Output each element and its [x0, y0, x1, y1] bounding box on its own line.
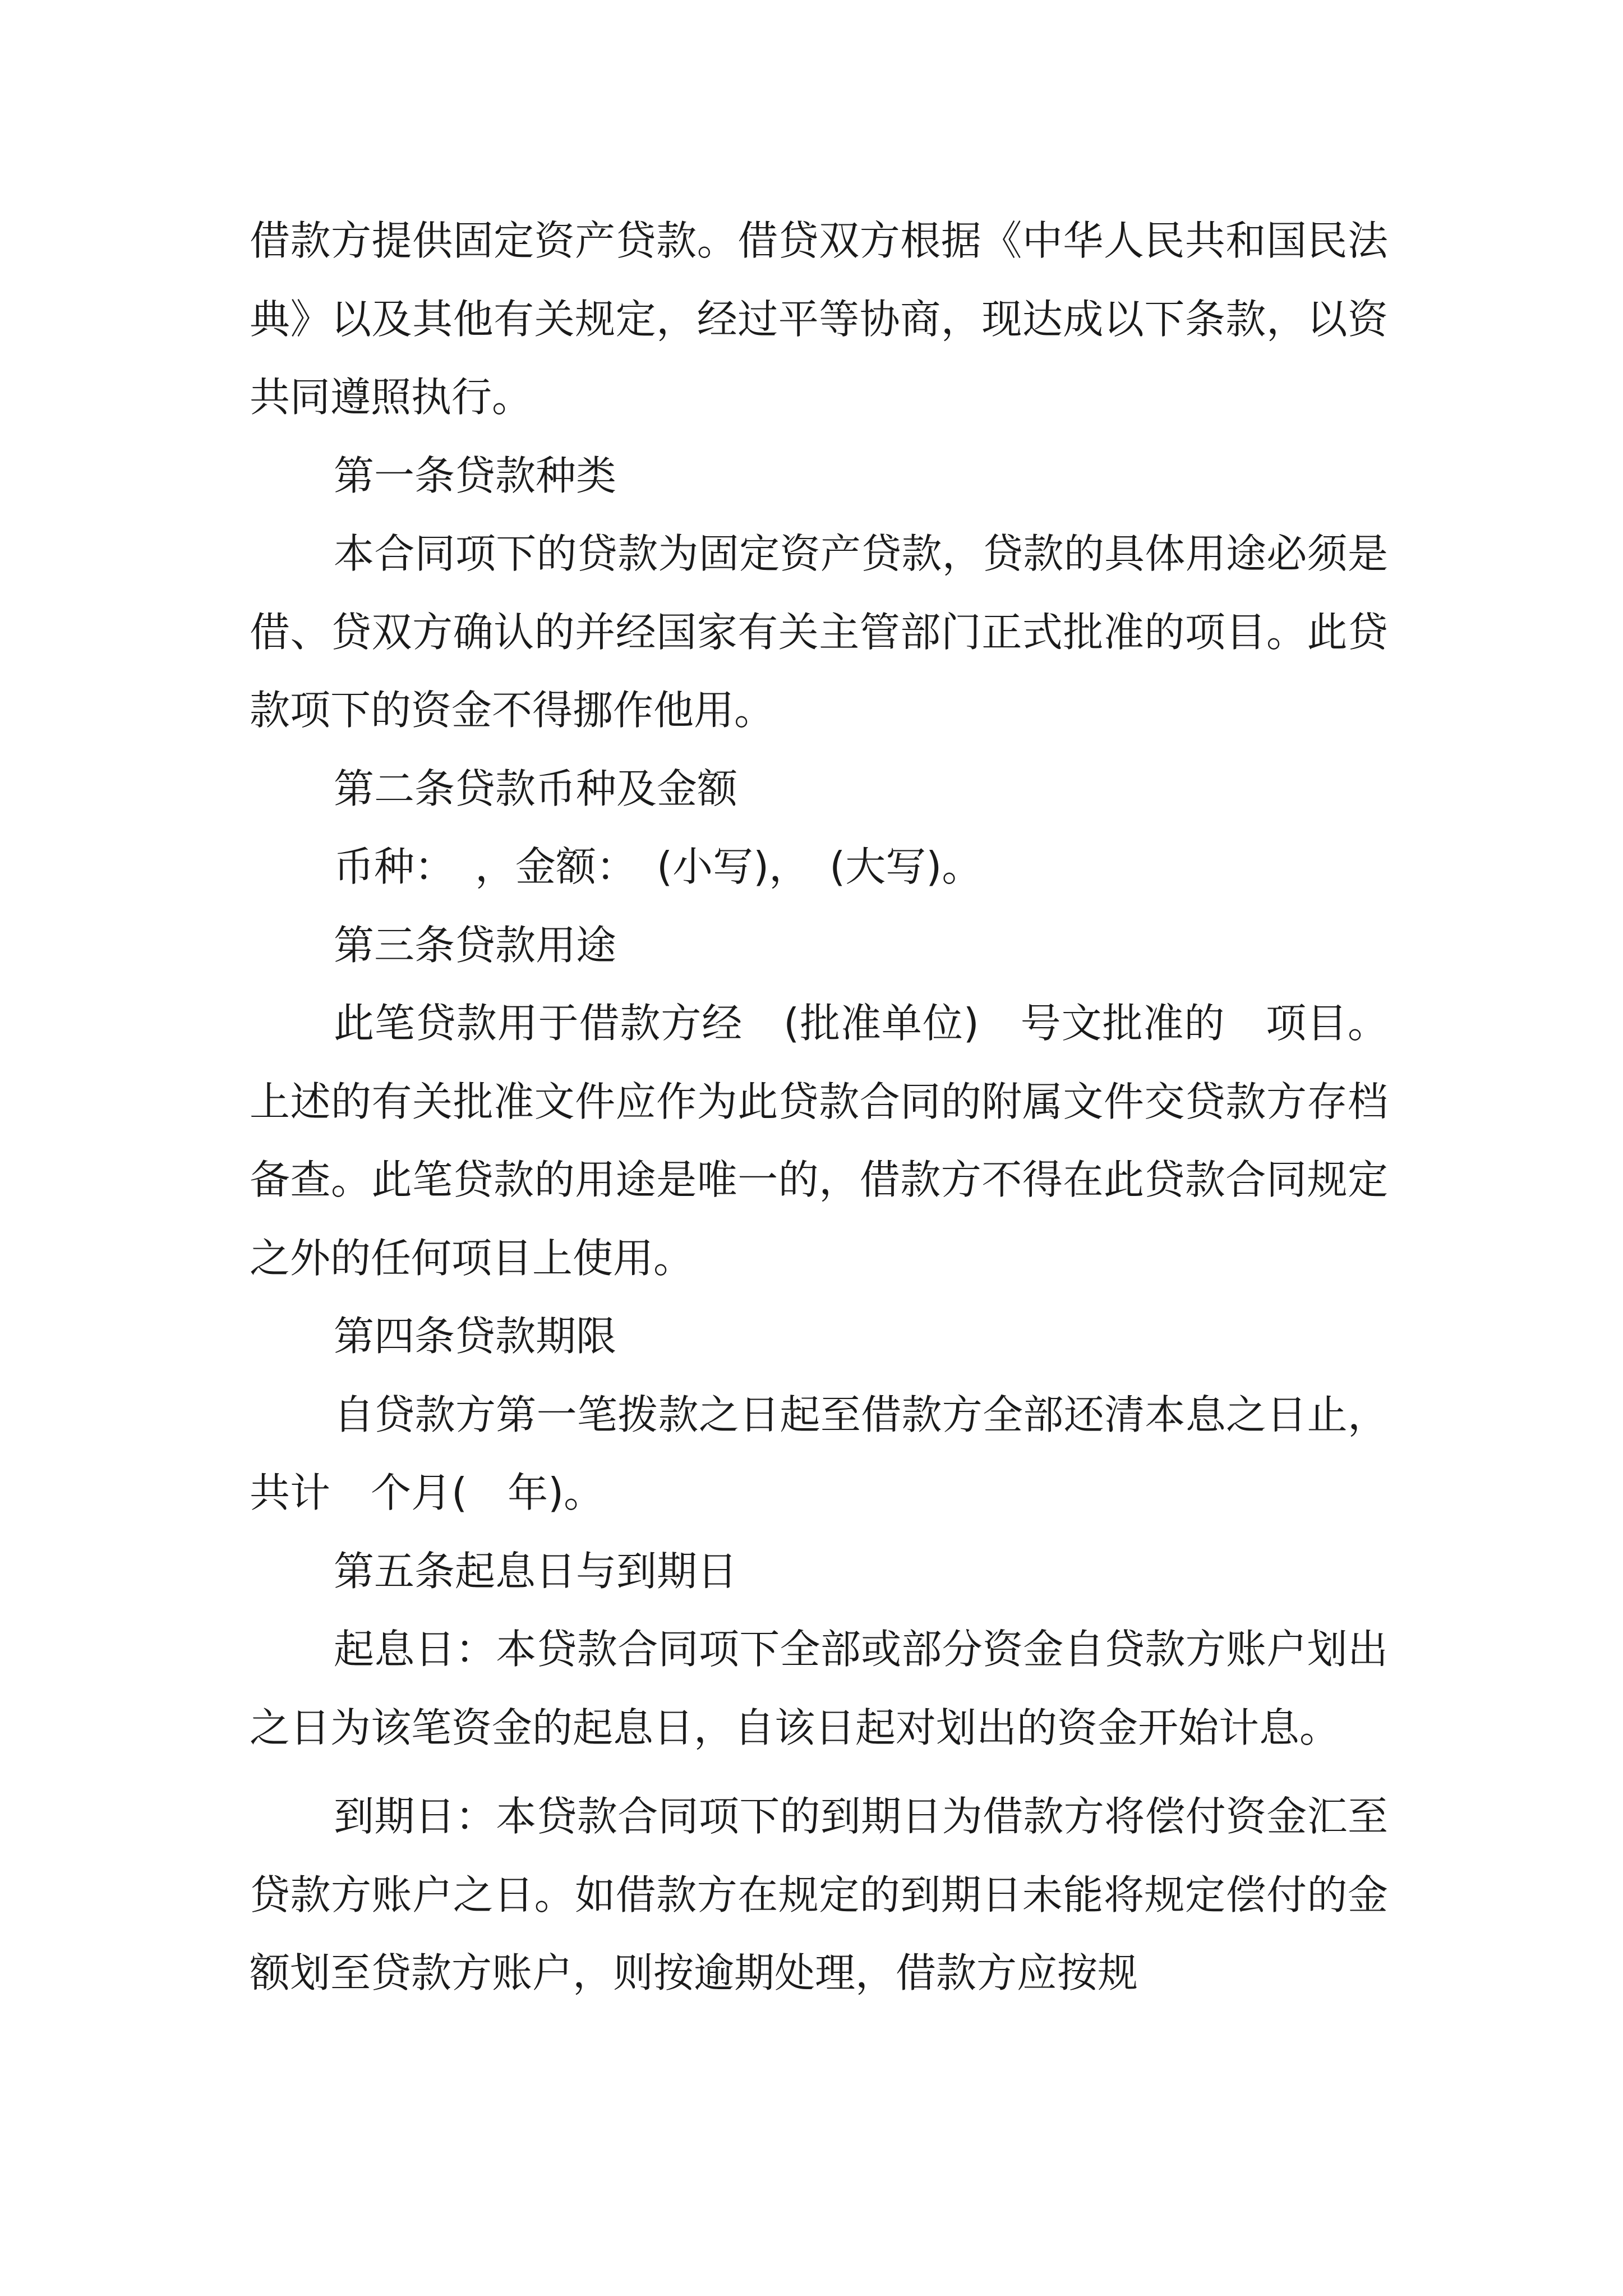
- article-4-heading: 第四条贷款期限: [334, 1313, 617, 1360]
- article-2-heading: 第二条贷款币种及金额: [334, 765, 738, 812]
- article-5-due-date: 到期日：本贷款合同项下的到期日为借款方将偿付资金汇至贷款方账户之日。如借款方在规定的到期日未能将规定偿付的金额划至贷款方账户，则按逾期处理，借款方应按规: [250, 1793, 1388, 1996]
- document-body: [250, 202, 1388, 2013]
- article-3-heading: 第三条贷款用途: [334, 921, 617, 969]
- article-5-start-date: 起息日：本贷款合同项下全部或部分资金自贷款方账户划出之日为该笔资金的起息日，自该日起对划出的资金开始计息。: [250, 1626, 1388, 1751]
- article-5-heading: 第五条起息日与到期日: [334, 1547, 738, 1595]
- article-4-body: 自贷款方第一笔拨款之日起至借款方全部还清本息之日止，共计 个月( 年)。: [250, 1391, 1388, 1516]
- article-3-body: 此笔贷款用于借款方经 (批准单位) 号文批准的 项目。上述的有关批准文件应作为此贷款合同的附属文件交贷款方存档备查。此笔贷款的用途是唯一的，借款方不得在此贷款合同规定之外的任何项目上使用。: [250, 1000, 1388, 1282]
- article-2-body: 币种： ，金额： (小写)， (大写)。: [334, 843, 983, 890]
- article-1-heading: 第一条贷款种类: [334, 452, 617, 499]
- article-1-body: 本合同项下的贷款为固定资产贷款，贷款的具体用途必须是借、贷双方确认的并经国家有关主管部门正式批准的项目。此贷款项下的资金不得挪作他用。: [250, 530, 1388, 734]
- paragraph-intro-continued: 借款方提供固定资产贷款。借贷双方根据《中华人民共和国民法典》以及其他有关规定，经过平等协商，现达成以下条款，以资共同遵照执行。: [250, 217, 1388, 421]
